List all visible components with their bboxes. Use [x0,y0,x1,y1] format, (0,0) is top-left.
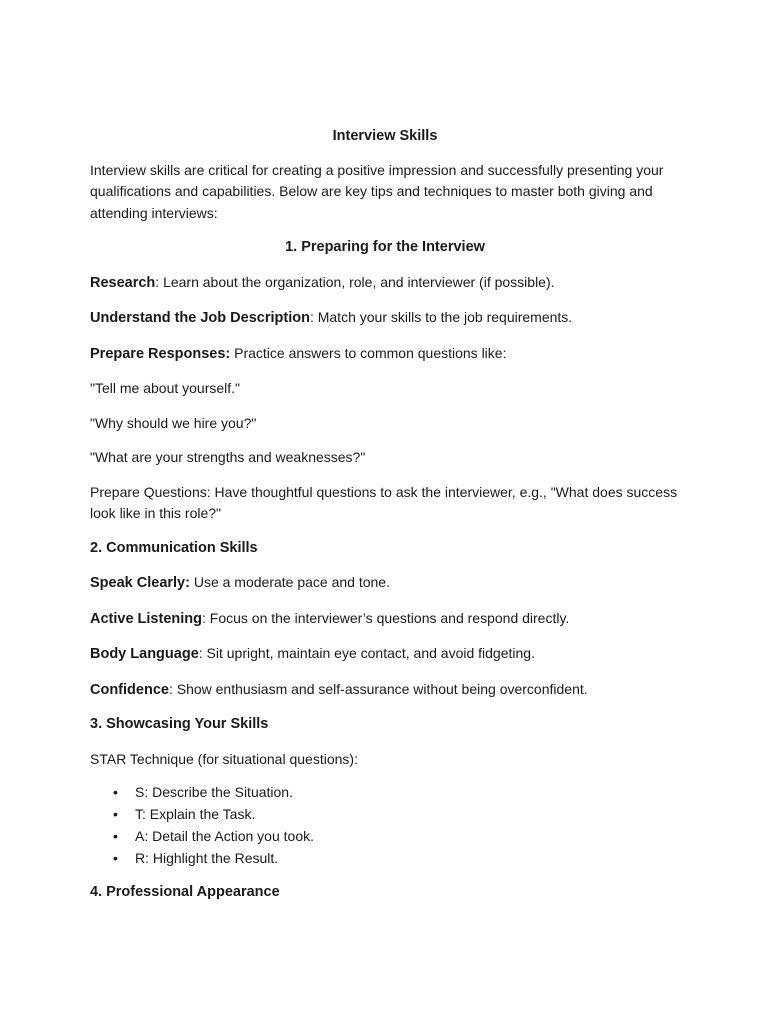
document-title: Interview Skills [332,128,438,144]
section-heading-preparing: 1. Preparing for the Interview [285,239,485,255]
text-speak-clearly: Use a moderate pace and tone. [189,574,390,590]
question-why-hire: "Why should we hire you?" [90,414,257,431]
lead-body-language: Body Language [90,646,199,662]
lead-job-description: Understand the Job Description [90,310,310,326]
bullet-icon: • [113,784,118,800]
list-item-text: S: Describe the Situation. [135,784,293,800]
text-job-description: : Match your skills to the job requirements. [309,309,573,325]
text-research: : Learn about the organization, role, and interviewer (if possible). [155,273,555,290]
lead-prepare-responses: Prepare Responses: [90,345,231,362]
paragraph-body-language [90,643,680,666]
list-item [90,803,680,825]
paragraph-prepare-questions: Prepare Questions: Have thoughtful questions to ask the interviewer, e.g., "What does success look like in this role?" [90,483,678,521]
list-item-text: A: Detail the Action you took. [135,828,314,844]
section-heading-appearance: 4. Professional Appearance [90,884,280,900]
lead-confidence: Confidence [90,681,169,698]
list-item-text: T: Explain the Task. [135,806,256,822]
text-prepare-responses: Practice answers to common questions like: [230,344,507,361]
paragraph-active-listening [90,608,680,631]
text-active-listening: : Focus on the interviewer’s questions and respond directly. [202,609,570,626]
paragraph-confidence [90,679,680,702]
intro-paragraph: Interview skills are critical for creating a positive impression and successfully presenting your qualifications and capabilities. Below are key tips and techniques to master both giving and attending interviews: [90,161,664,221]
lead-research: Research [90,274,156,291]
bullet-icon: • [113,806,118,822]
list-item [90,781,680,803]
document-page [90,126,680,917]
bullet-icon: • [113,850,118,866]
lead-speak-clearly: Speak Clearly: [90,575,190,591]
paragraph-job-description [90,307,680,330]
list-item [90,847,680,869]
section-heading-communication: 2. Communication Skills [90,539,258,556]
list-item [90,825,680,847]
question-tell-me: "Tell me about yourself." [90,380,241,396]
lead-active-listening: Active Listening [90,610,202,627]
section-heading-showcasing: 3. Showcasing Your Skills [90,716,269,732]
question-strengths: "What are your strengths and weaknesses?" [90,449,366,465]
bullet-icon: • [113,828,118,844]
text-body-language: : Sit upright, maintain eye contact, and avoid fidgeting. [198,645,535,661]
paragraph-research [90,272,680,295]
star-list [90,781,680,869]
paragraph-star-intro: STAR Technique (for situational questions): [90,750,358,767]
paragraph-prepare-responses [90,343,680,366]
list-item-text: R: Highlight the Result. [135,850,279,866]
paragraph-speak-clearly [90,572,680,595]
text-confidence: : Show enthusiasm and self-assurance without being overconfident. [168,680,588,697]
